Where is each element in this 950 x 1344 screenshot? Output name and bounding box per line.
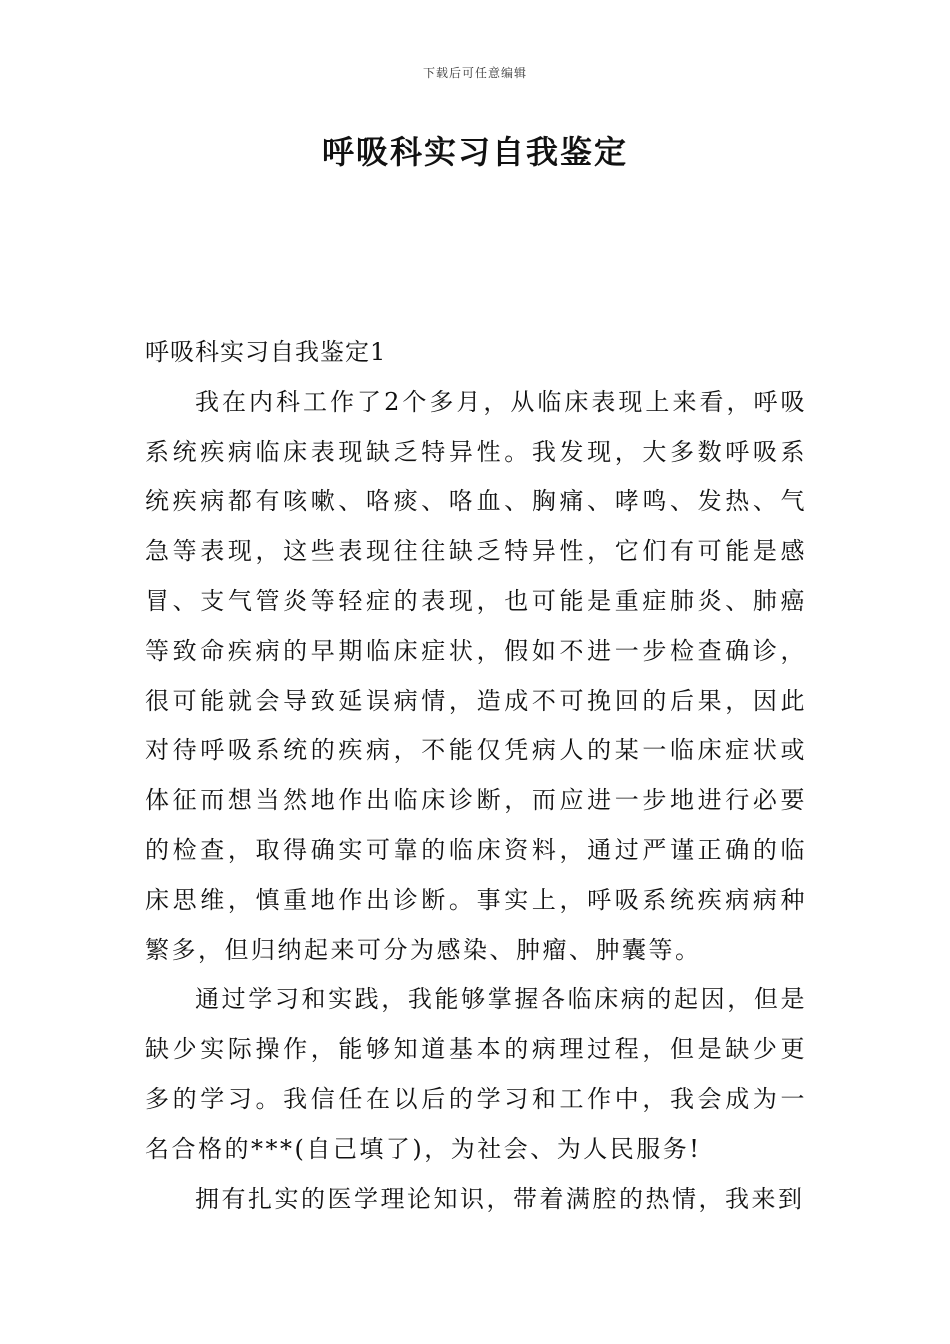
document-title: 呼吸科实习自我鉴定 [321,133,628,171]
header-note: 下载后可任意编辑 [422,66,527,80]
paragraph-1: 我在内科工作了2个多月，从临床表现上来看，呼吸系统疾病临床表现缺乏特异性。我发现，大多数呼吸系统疾病都有咳嗽、咯痰、咯血、胸痛、哮鸣、发热、气急等表现，这些表现往往缺乏特异性，它们有可能是感冒、支气管炎等轻症的表现，也可能是重症肺炎、肺癌等致命疾病的早期临床症状，假如不进一步检查确诊，很可能就会导致延误病情，造成不可挽回的后果，因此对待呼吸系统的疾病，不能仅凭病人的某一临床症状或体征而想当然地作出临床诊断，而应进一步地进行必要的检查，取得确实可靠的临床资料，通过严谨正确的临床思维，慎重地作出诊断。事实上，呼吸系统疾病病种繁多，但归纳起来可分为感染、肿瘤、肿囊等。 [145,387,807,964]
paragraph-2: 通过学习和实践，我能够掌握各临床病的起因，但是缺少实际操作，能够知道基本的病理过程，但是缺少更多的学习。我信任在以后的学习和工作中，我会成为一名合格的***(自己填了)，为社会、为人民服务! [145,985,807,1163]
section-heading: 呼吸科实习自我鉴定1 [145,338,387,366]
document-body [145,328,807,1224]
paragraph-3: 拥有扎实的医学理论知识，带着满腔的热情，我来到 [195,1184,805,1213]
